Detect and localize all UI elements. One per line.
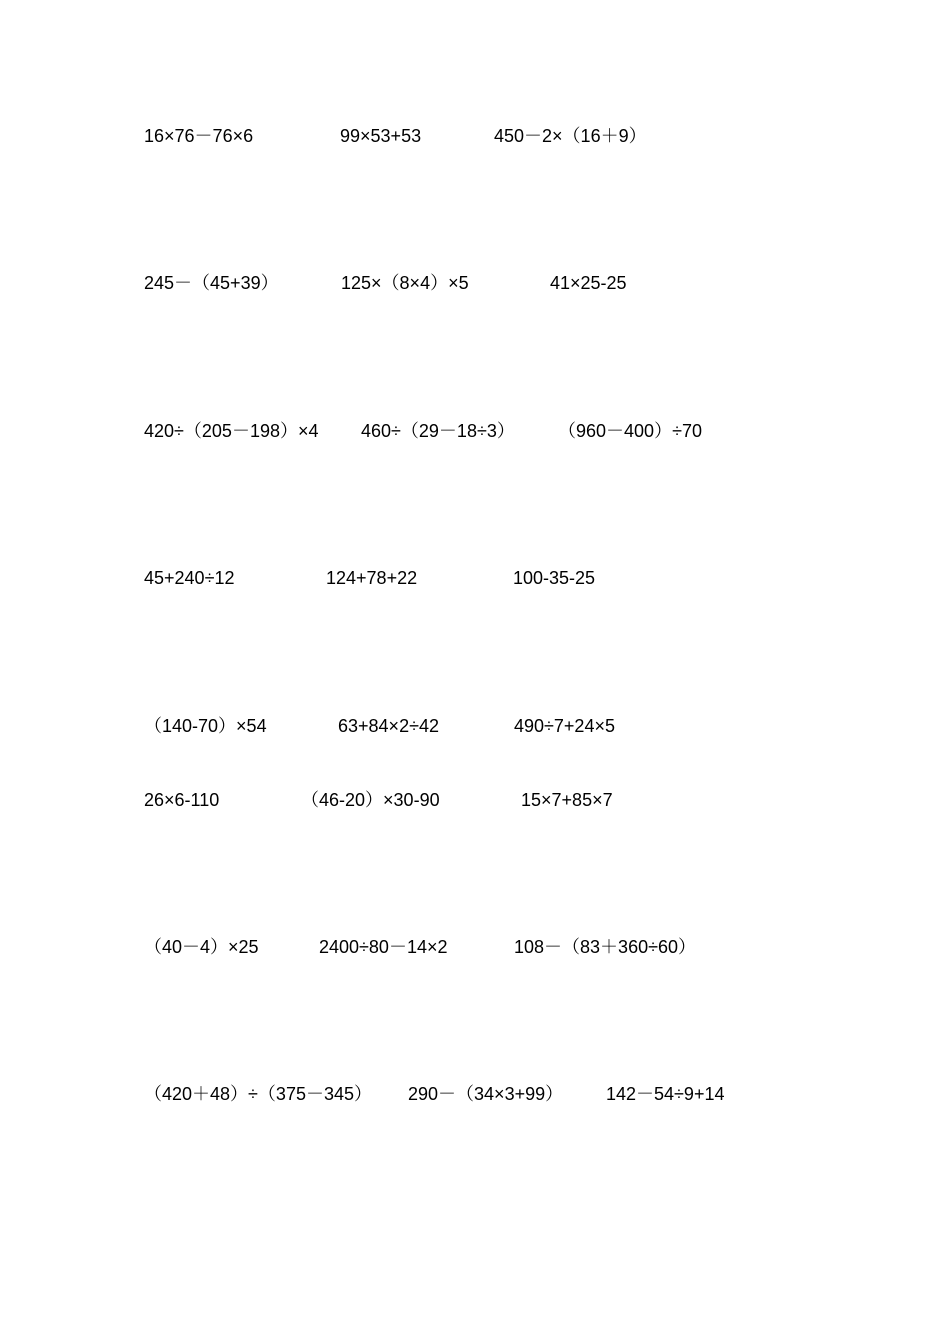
math-expression: 108－（83＋360÷60）	[514, 937, 696, 957]
math-expression: 41×25-25	[550, 273, 627, 293]
math-expression: 15×7+85×7	[521, 790, 613, 810]
problem-row	[0, 1082, 950, 1106]
math-expression: 16×76－76×6	[144, 126, 254, 146]
math-expression: （40－4）×25	[144, 937, 259, 957]
problem-row	[0, 788, 950, 812]
problem-row	[0, 566, 950, 590]
math-expression: 245－（45+39）	[144, 273, 279, 293]
math-expression: 63+84×2÷42	[338, 716, 439, 736]
math-expression: 100-35-25	[513, 568, 596, 588]
math-expression: 45+240÷12	[144, 568, 235, 588]
problem-row	[0, 124, 950, 148]
math-expression: （960－400）÷70	[558, 421, 702, 441]
math-expression: 460÷（29－18÷3）	[361, 421, 515, 441]
math-expression: 99×53+53	[340, 126, 422, 146]
problem-row	[0, 419, 950, 443]
problem-row	[0, 935, 950, 959]
math-expression: （420＋48）÷（375－345）	[144, 1084, 372, 1104]
math-expression: 490÷7+24×5	[514, 716, 615, 736]
math-expression: 420÷（205－198）×4	[144, 421, 319, 441]
math-expression: 124+78+22	[326, 568, 418, 588]
math-expression: 290－（34×3+99）	[408, 1084, 564, 1104]
math-expression: 125×（8×4）×5	[341, 273, 469, 293]
problem-row	[0, 714, 950, 738]
math-expression: 450－2×（16＋9）	[494, 126, 647, 146]
math-expression: （140-70）×54	[144, 716, 267, 736]
math-expression: 26×6-110	[144, 790, 220, 810]
problem-row	[0, 271, 950, 295]
math-expression: 2400÷80－14×2	[319, 937, 448, 957]
math-expression: （46-20）×30-90	[301, 790, 440, 810]
math-expression: 142－54÷9+14	[606, 1084, 725, 1104]
